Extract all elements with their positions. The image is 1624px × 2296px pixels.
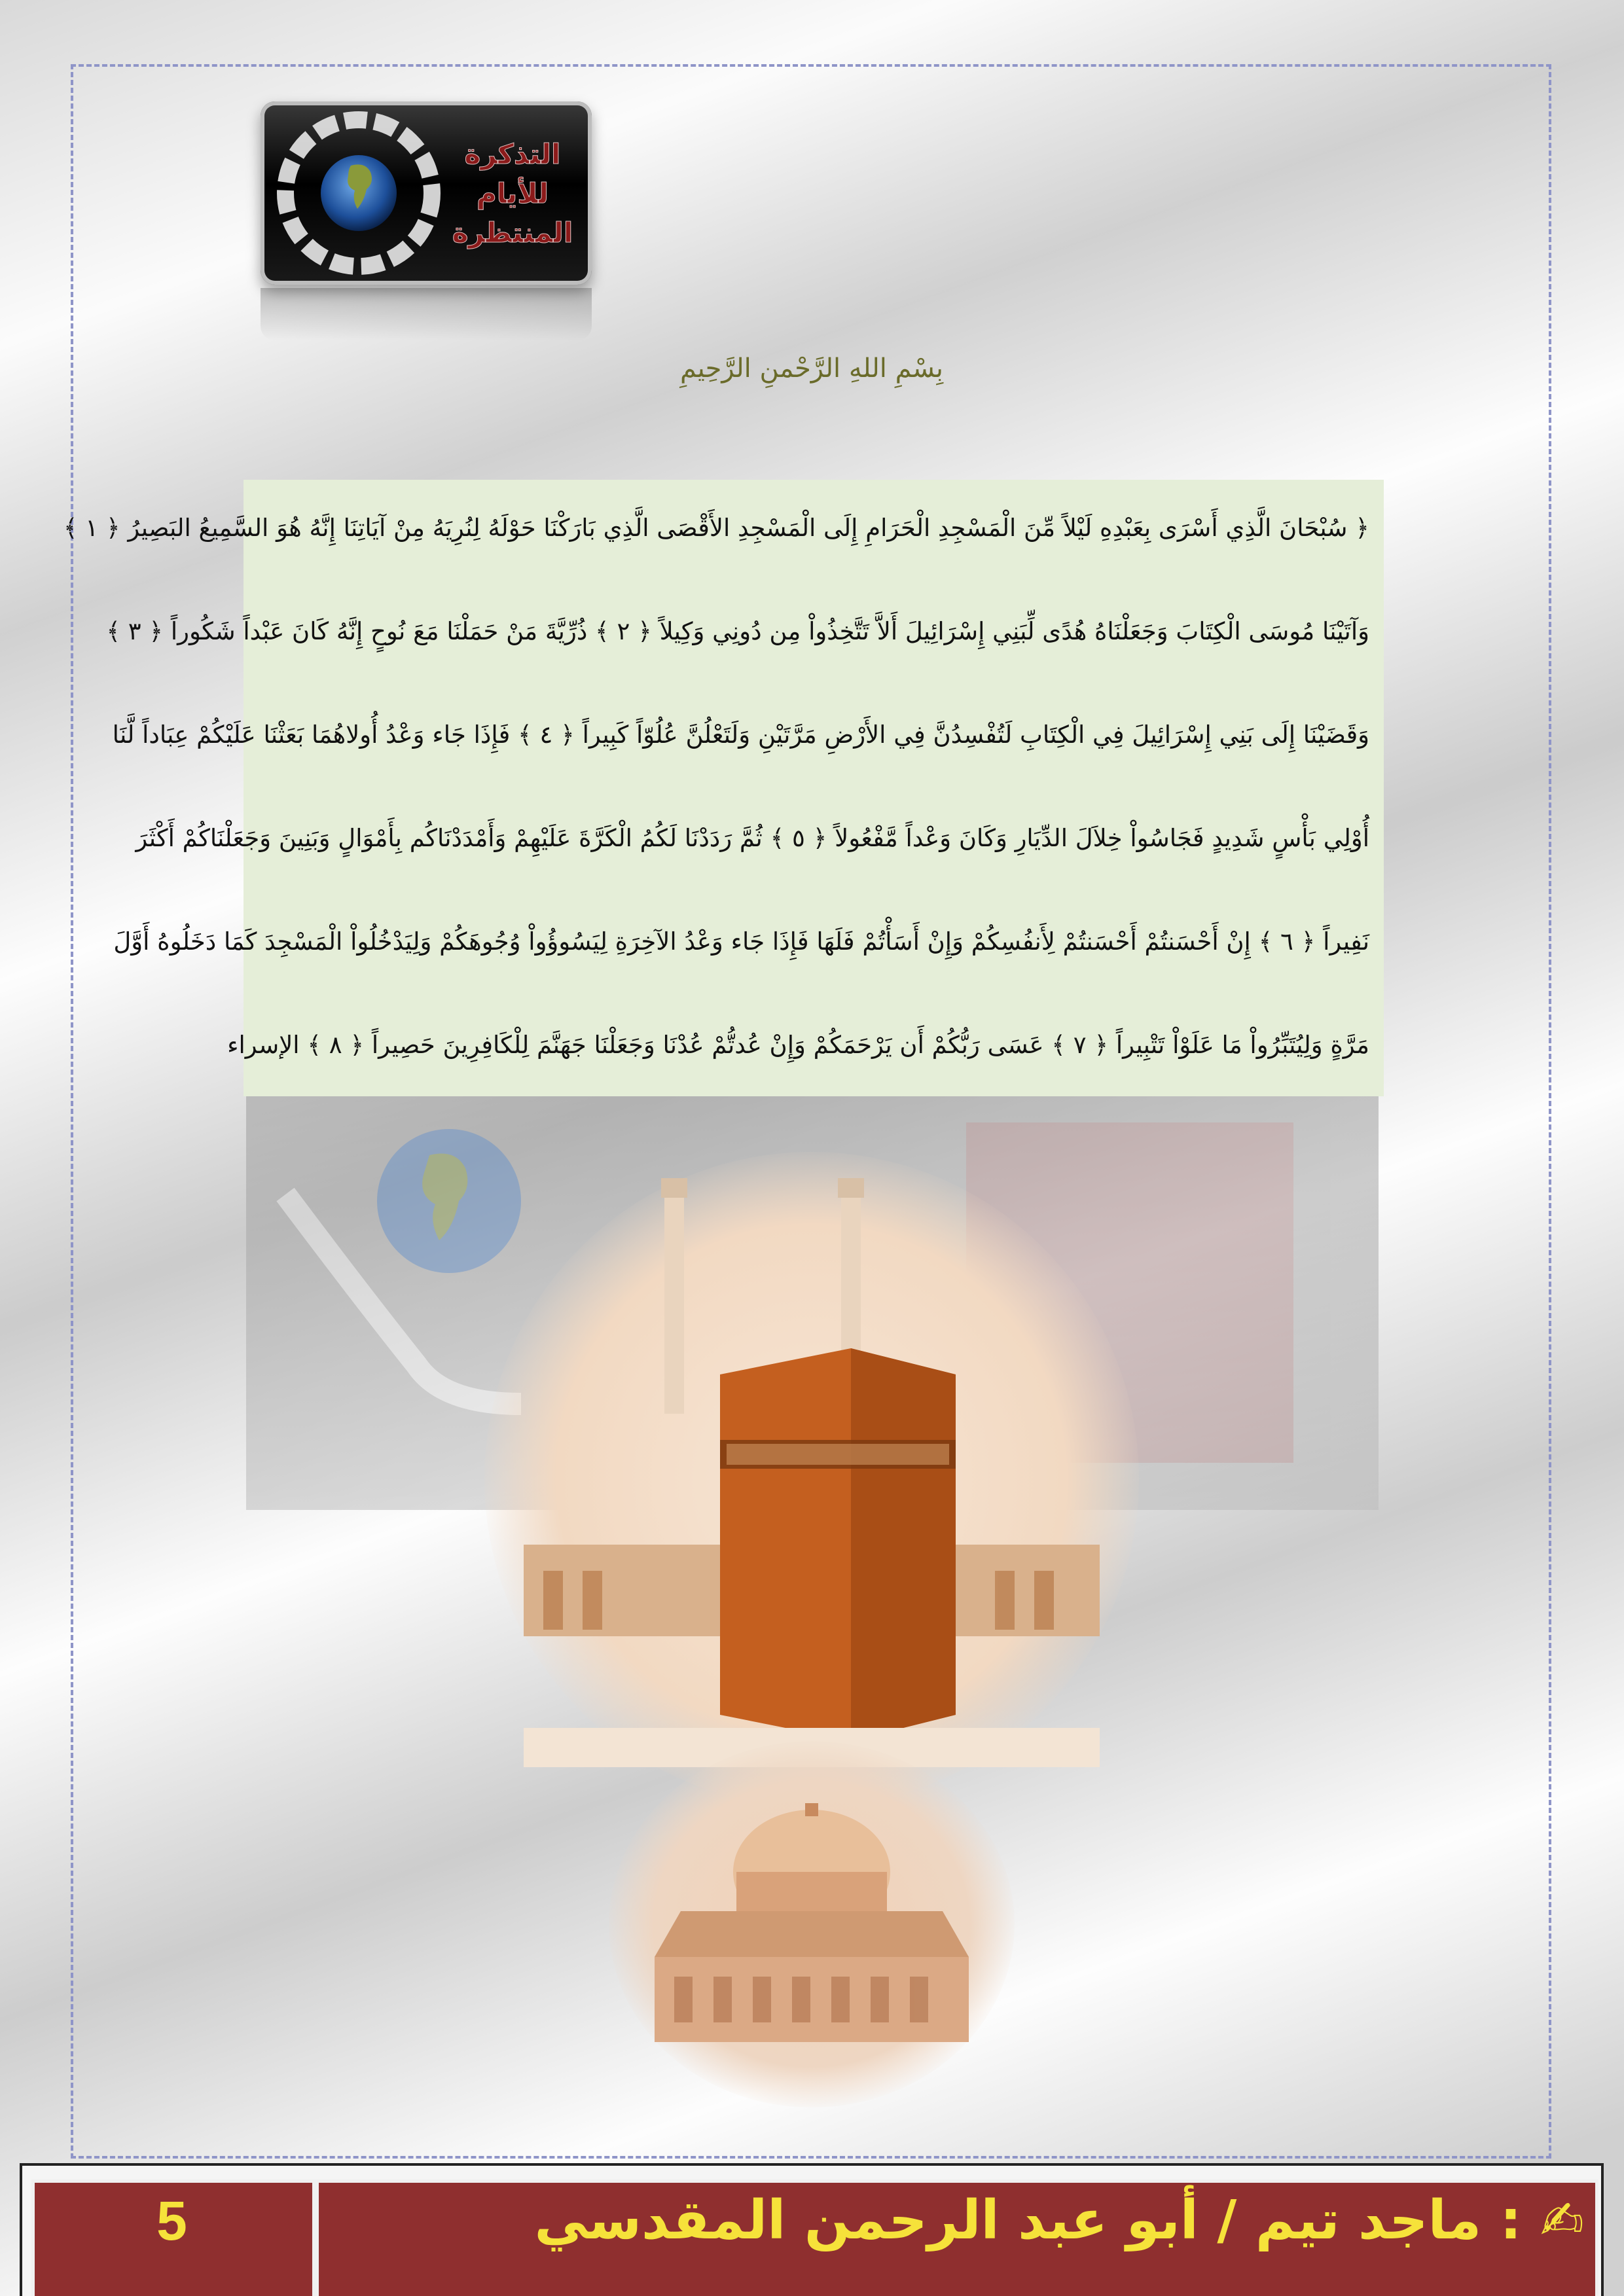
- writing-hand-icon: ✍: [1540, 2190, 1584, 2251]
- svg-text:التذكرة: التذكرة: [464, 138, 561, 170]
- verse-line: نَفِيراً ﴿ ٦ ﴾ إِنْ أَحْسَنتُمْ أَحْسَنتُمْ لِأَنفُسِكُمْ وَإِنْ أَسَأْتُمْ فَلَهَا فَإِذَا جَاء وَعْدُ الآخِرَةِ لِيَسُوؤُواْ وُجُوهَكُمْ وَلِيَدْخُلُواْ الْمَسْجِدَ كَمَا دَخَلُوهُ أَوَّلَ: [113, 927, 1369, 956]
- dome-of-the-rock-image: [609, 1741, 1015, 2108]
- page-number: 5: [156, 2190, 187, 2251]
- quran-verses: [63, 480, 1384, 1096]
- verse-line: مَرَّةٍ وَلِيُتَبِّرُواْ مَا عَلَوْاْ تَتْبِيراً ﴿ ٧ ﴾ عَسَى رَبُّكُمْ أَن يَرْحَمَكُمْ وَإِنْ عُدتُّمْ عُدْنَا وَجَعَلْنَا جَهَنَّمَ لِلْكَافِرِينَ حَصِيراً ﴿ ٨ ﴾ الإسراء: [227, 1031, 1369, 1059]
- verse-line: وَقَضَيْنَا إِلَى بَنِي إِسْرَائِيلَ فِي الْكِتَابِ لَتُفْسِدُنَّ فِي الأَرْضِ مَرَّتَيْنِ وَلَتَعْلُنَّ عُلُوّاً كَبِيراً ﴿ ٤ ﴾ فَإِذَا جَاء وَعْدُ أُولاهُمَا بَعَثْنَا عَلَيْكُمْ عِبَاداً لَّنَا: [112, 721, 1369, 749]
- verse-line: ﴿ سُبْحَانَ الَّذِي أَسْرَى بِعَبْدِهِ لَيْلاً مِّنَ الْمَسْجِدِ الْحَرَامِ إِلَى الْمَسْجِدِ الأَقْصَى الَّذِي بَارَكْنَا حَوْلَهُ لِنُرِيَهُ مِنْ آيَاتِنَا إِنَّهُ هُوَ السَّمِيعُ البَصِيرُ ﴿ ١ ﴾: [63, 514, 1369, 542]
- kaaba-image: [484, 1152, 1139, 1806]
- author-credit: [327, 2189, 1584, 2251]
- logo-graphic: [261, 101, 592, 285]
- basmala: بِسْمِ اللهِ الرَّحْمنِ الرَّحِيمِ: [679, 353, 944, 384]
- logo-reflection: [261, 288, 592, 340]
- book-logo: [261, 101, 592, 285]
- footer-divider: [312, 2179, 319, 2296]
- svg-text:المنتظرة: المنتظرة: [452, 217, 573, 249]
- author-name: : ماجد تيم / أبو عبد الرحمن المقدسي: [534, 2189, 1522, 2251]
- svg-text:للأيام: للأيام: [477, 177, 549, 209]
- verse-line: أُوْلِي بَأْسٍ شَدِيدٍ فَجَاسُواْ خِلاَلَ الدِّيَارِ وَكَانَ وَعْداً مَّفْعُولاً ﴿ ٥ ﴾ ثُمَّ رَدَدْنَا لَكُمُ الْكَرَّةَ عَلَيْهِمْ وَأَمْدَدْنَاكُم بِأَمْوَالٍ وَبَنِينَ وَجَعَلْنَاكُمْ أَكْثَرَ: [135, 824, 1369, 852]
- verse-line: وَآتَيْنَا مُوسَى الْكِتَابَ وَجَعَلْنَاهُ هُدًى لِّبَنِي إِسْرَائِيلَ أَلاَّ تَتَّخِذُواْ مِن دُونِي وَكِيلاً ﴿ ٢ ﴾ ذُرِّيَّةَ مَنْ حَمَلْنَا مَعَ نُوحٍ إِنَّهُ كَانَ عَبْداً شَكُوراً ﴿ ٣ ﴾: [106, 617, 1369, 645]
